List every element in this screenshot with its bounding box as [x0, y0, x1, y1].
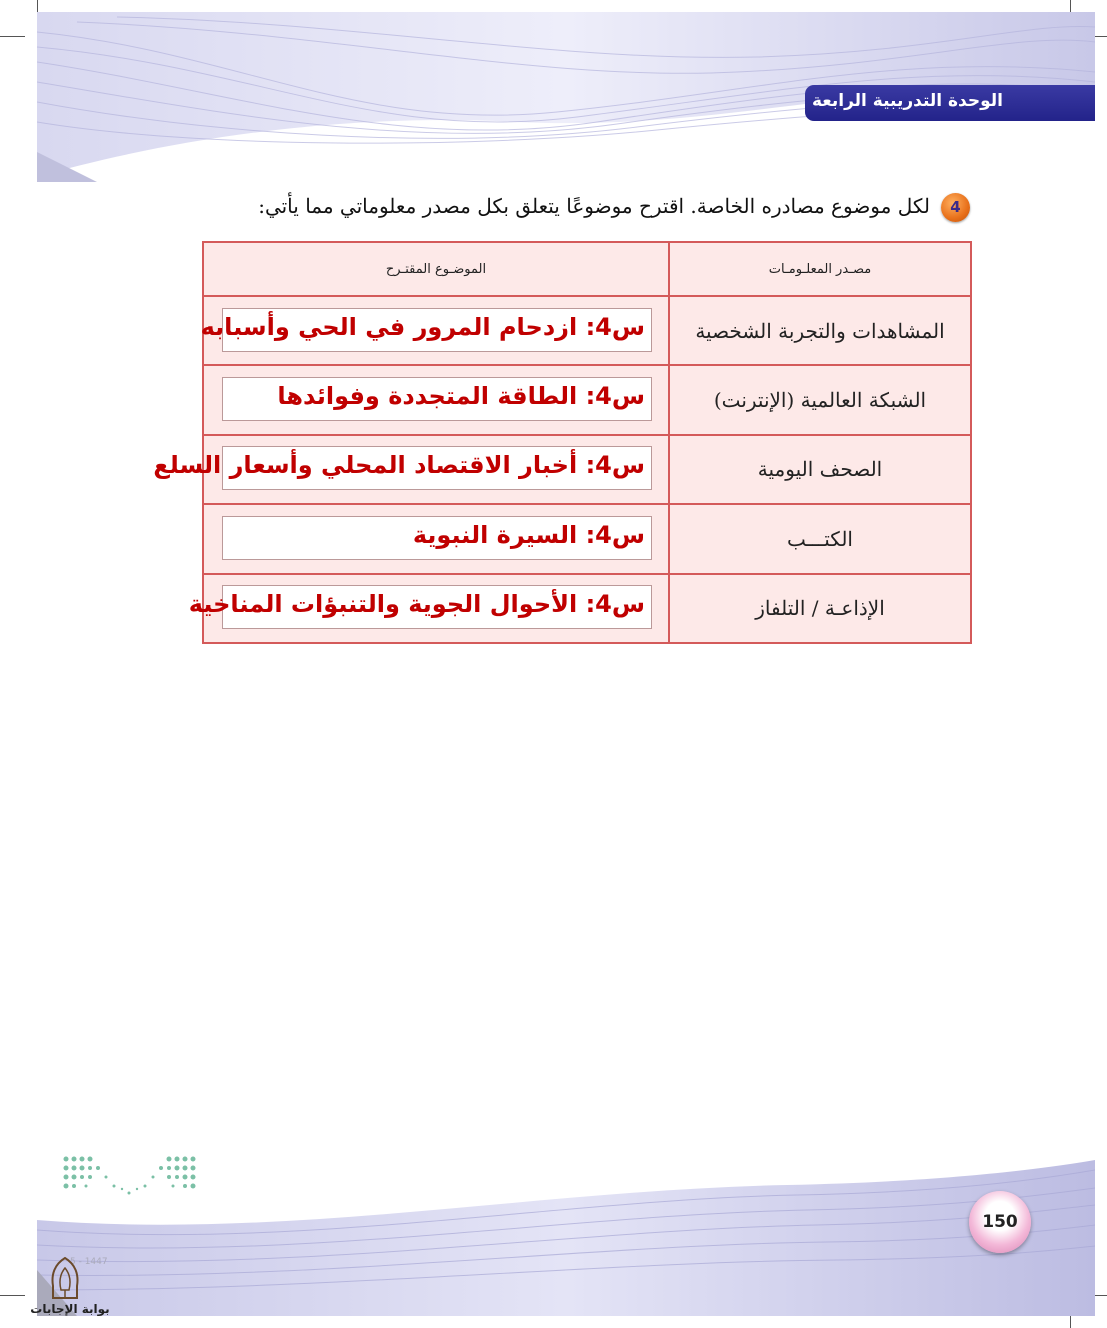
crop-mark — [0, 36, 25, 37]
source-cell: الإذاعـة / التلفاز — [669, 574, 971, 643]
answer-cell — [200, 296, 669, 365]
header-source: مصـدر المعلـومـات — [669, 242, 971, 296]
source-cell: الشبكة العالمية (الإنترنت) — [669, 365, 971, 434]
table-row — [203, 504, 971, 573]
answer-box[interactable]: س4: السيرة النبوية — [222, 516, 652, 560]
answer-cell — [153, 435, 669, 504]
source-cell: الصحف اليومية — [669, 435, 971, 504]
answer-cell — [203, 365, 669, 434]
table-row — [203, 365, 971, 434]
answer-cell — [188, 574, 669, 643]
answer-box[interactable]: س4: أخبار الاقتصاد المحلي وأسعار السلع — [222, 446, 652, 490]
ministry-logo — [62, 1155, 197, 1204]
table-header-row — [203, 242, 971, 296]
question-number-badge: 4 — [941, 193, 970, 222]
edition-year: 5 - 1447 — [70, 1257, 108, 1267]
question-text: لكل موضوع مصادره الخاصة. اقترح موضوعًا يتعلق بكل مصدر معلوماتي مما يأتي: — [258, 194, 930, 218]
table-row — [203, 296, 971, 365]
source-cell: المشاهدات والتجربة الشخصية — [669, 296, 971, 365]
site-brand: بوابة الإجابات — [30, 1302, 110, 1316]
sources-table — [153, 241, 972, 644]
header-topic: الموضـوع المقتـرح — [203, 242, 669, 296]
crop-mark — [0, 1295, 25, 1296]
page-number-badge: 150 — [969, 1191, 1031, 1253]
table-row — [203, 574, 971, 643]
answer-cell — [203, 504, 669, 573]
source-cell: الكتـــب — [669, 504, 971, 573]
answer-box[interactable]: س4: الطاقة المتجددة وفوائدها — [222, 377, 652, 421]
table-row — [203, 435, 971, 504]
unit-title-banner: الوحدة التدريبية الرابعة — [805, 85, 1095, 121]
lamp-logo-icon — [45, 1256, 85, 1304]
answer-box[interactable]: س4: ازدحام المرور في الحي وأسبابه — [222, 308, 652, 352]
answer-box[interactable]: س4: الأحوال الجوية والتنبؤات المناخية — [222, 585, 652, 629]
